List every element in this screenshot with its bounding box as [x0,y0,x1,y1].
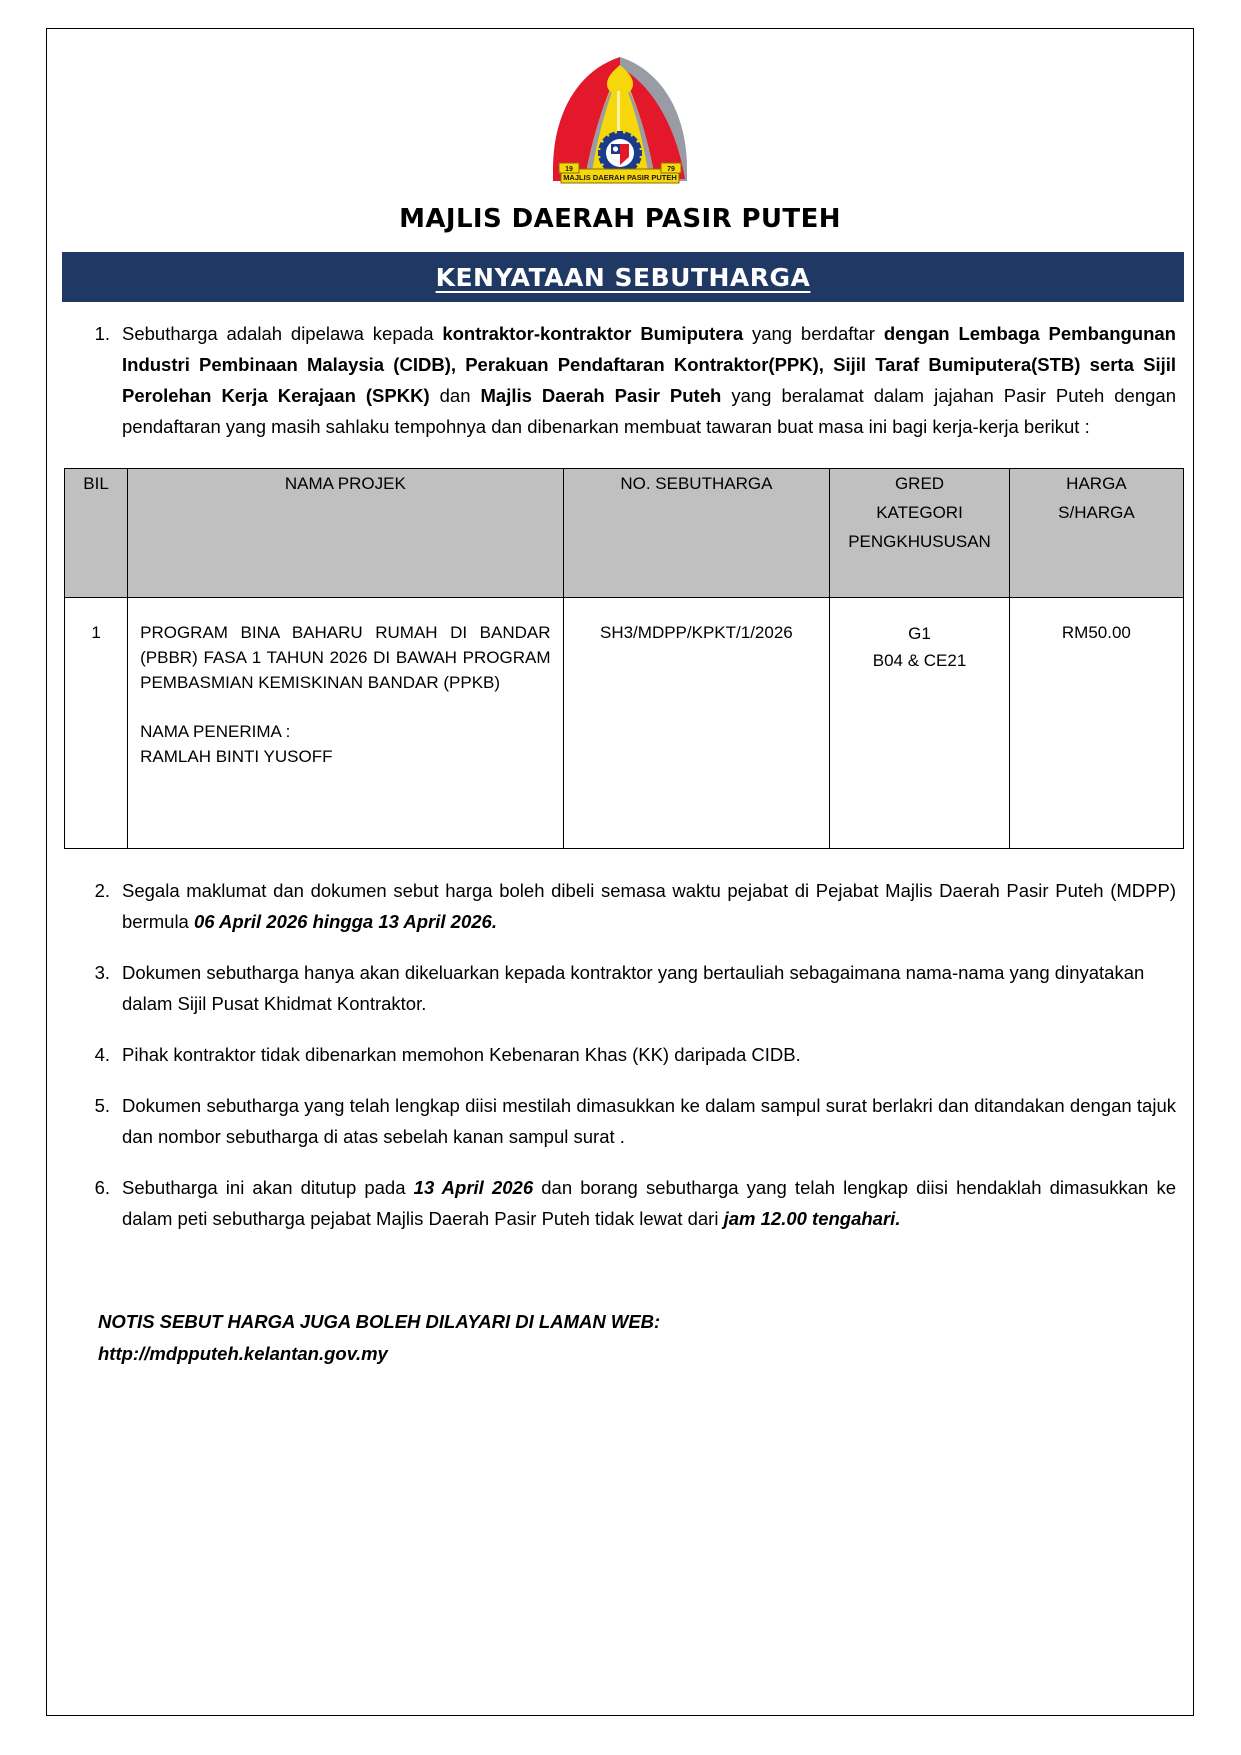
clause-item [88,875,1176,937]
crest-motto-text: MAJLIS DAERAH PASIR PUTEH [563,173,677,182]
cell-gred [830,598,1010,849]
table-row [65,598,1184,849]
table-header [65,469,1184,598]
cell-nama-projek [128,598,563,849]
clause-item [88,1172,1176,1234]
clauses-block [46,849,1194,1234]
majlis-daerah-pasir-puteh-crest-icon [535,51,705,196]
header-harga [1009,469,1183,598]
clause-number: 6. [94,1177,110,1198]
clause-text: Dokumen sebutharga yang telah lengkap diisi mestilah dimasukkan ke dalam sampul surat berlakri dan ditandakan dengan tajuk dan nombor sebutharga di atas sebelah kanan sampul surat . [122,1095,1176,1147]
crest-year-left: 19 [565,166,573,173]
cell-kategori-value: B04 & CE21 [872,651,967,670]
clause-item [88,957,1176,1019]
clause-number: 2. [94,880,110,901]
table-body [65,598,1184,849]
clause-number: 5. [94,1095,110,1116]
projects-table [64,468,1184,849]
table-header-row [65,469,1184,598]
clause-item [88,1090,1176,1152]
header-no-sebutharga: NO. SEBUTHARGA [563,469,830,598]
clause-1-block [46,302,1194,442]
logo-container [46,28,1194,196]
header-gred-line1: GRED [894,474,945,493]
clause-number: 3. [94,962,110,983]
header-nama-projek: NAMA PROJEK [128,469,563,598]
crest-year-right: 79 [667,166,675,173]
organization-title: MAJLIS DAERAH PASIR PUTEH [399,204,841,234]
clause-item [88,318,1176,442]
clause-number: 1. [94,323,110,344]
cell-gred-value: G1 [908,624,931,643]
header-gred [830,469,1010,598]
recipient-name: RAMLAH BINTI YUSOFF [140,747,333,766]
cell-harga: RM50.00 [1009,598,1183,849]
banner-title: KENYATAAN SEBUTHARGA [435,262,811,292]
header-harga-line2: S/HARGA [1058,503,1135,522]
header-gred-line2: KATEGORI [876,503,963,522]
banner [62,252,1184,302]
clause-number: 4. [94,1044,110,1065]
header-harga-line1: HARGA [1066,474,1127,493]
clause-text: Sebutharga adalah dipelawa kepada kontraktor-kontraktor Bumiputera yang berdaftar dengan Lembaga Pembangunan Industri Pembinaan Malaysia (CIDB), Perakuan Pendaftaran Kontraktor(PPK), Sijil Taraf Bumiputera(STB) serta Sijil Perolehan Kerja Kerajaan (SPKK) dan Majlis Daerah Pasir Puteh yang beralamat dalam jajahan Pasir Puteh dengan pendaftaran yang masih sahlaku tempohnya dan dibenarkan membuat tawaran buat masa ini bagi kerja-kerja berikut : [122,323,1177,437]
cell-bil: 1 [65,598,128,849]
cell-no-sebutharga: SH3/MDPP/KPKT/1/2026 [563,598,830,849]
document-content [46,28,1194,1716]
clause-text: Sebutharga ini akan ditutup pada 13 April 2026 dan borang sebutharga yang telah lengkap diisi hendaklah dimasukkan ke dalam peti sebutharga pejabat Majlis Daerah Pasir Puteh tidak lewat dari jam 12.00 tengahari. [122,1177,1177,1229]
clause-item [88,1039,1176,1070]
projects-table-container [46,468,1194,849]
header-bil: BIL [65,469,128,598]
clause-text: Pihak kontraktor tidak dibenarkan memohon Kebenaran Khas (KK) daripada CIDB. [122,1044,801,1065]
clause-text: Dokumen sebutharga hanya akan dikeluarkan kepada kontraktor yang bertauliah sebagaimana nama-nama yang dinyatakan dalam Sijil Pusat Khidmat Kontraktor. [122,962,1145,1014]
clause-text: Segala maklumat dan dokumen sebut harga boleh dibeli semasa waktu pejabat di Pejabat Majlis Daerah Pasir Puteh (MDPP) bermula 06 April 2026 hingga 13 April 2026. [122,880,1176,932]
project-name-text: PROGRAM BINA BAHARU RUMAH DI BANDAR (PBBR) FASA 1 TAHUN 2026 DI BAWAH PROGRAM PEMBASMIAN KEMISKINAN BANDAR (PPKB) [140,623,551,692]
footer-website: http://mdpputeh.kelantan.gov.my [98,1343,388,1364]
header-gred-line3: PENGKHUSUSAN [848,532,991,551]
footer-notice-line: NOTIS SEBUT HARGA JUGA BOLEH DILAYARI DI LAMAN WEB: [98,1311,661,1332]
footer-notice [46,1306,1194,1370]
recipient-label: NAMA PENERIMA : [140,722,291,741]
